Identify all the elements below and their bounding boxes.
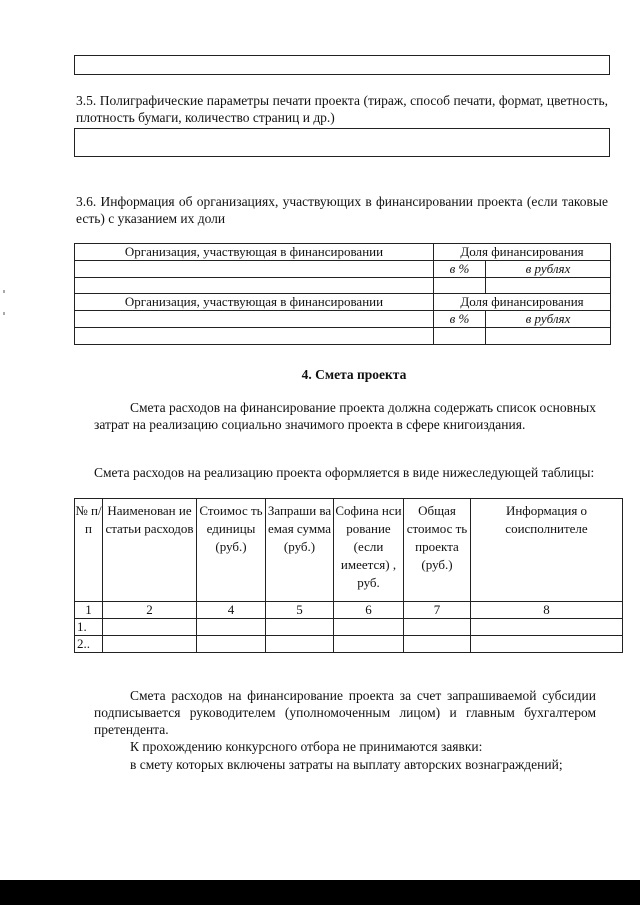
table-cell <box>103 619 197 636</box>
column-number: 1 <box>75 602 103 619</box>
row-number: 1. <box>75 619 103 636</box>
org-cell <box>75 328 434 345</box>
org-cell <box>75 261 434 278</box>
estimate-intro-paragraph: Смета расходов на финансирование проекта должна содержать список основных затрат на реализацию социально значимого проекта в сфере книгоиздания. <box>94 400 596 432</box>
org-cell <box>75 278 434 294</box>
table-cell <box>404 619 471 636</box>
scan-mark <box>3 312 5 315</box>
table-cell <box>266 619 334 636</box>
table-cell <box>266 636 334 653</box>
column-number: 7 <box>404 602 471 619</box>
rejection-item: в смету которых включены затраты на выплату авторских вознаграждений; <box>130 757 563 772</box>
header-item-name: Наименован ие статьи расходов <box>103 499 197 602</box>
header-requested-sum: Запраши ва емая сумма (руб.) <box>266 499 334 602</box>
column-number: 5 <box>266 602 334 619</box>
header-cofinancing: Софина нси рование (если имеется) , руб. <box>334 499 404 602</box>
estimate-table <box>74 498 623 653</box>
table-cell <box>404 636 471 653</box>
signature-requirement-paragraph: Смета расходов на финансирование проекта за счет запрашиваемой субсидии подписывается руководителем (уполномоченным лицом) и главным бухгалтером претендента. <box>94 688 596 737</box>
share-header: Доля финансирования <box>434 294 611 311</box>
empty-answer-box <box>74 55 610 75</box>
column-number: 8 <box>471 602 623 619</box>
rubles-header: в рублях <box>486 311 611 328</box>
section-4-title: 4. Смета проекта <box>301 367 407 382</box>
org-header: Организация, участвующая в финансировании <box>75 294 434 311</box>
section-3-6-text: 3.6. Информация об организациях, участвующих в финансировании проекта (если таковые есть) с указанием их доли <box>76 194 608 226</box>
percent-header: в % <box>434 311 486 328</box>
table-cell <box>334 636 404 653</box>
percent-header: в % <box>434 261 486 278</box>
section-3-5-text: 3.5. Полиграфические параметры печати проекта (тираж, способ печати, формат, цветность, плотность бумаги, количество страниц и др.) <box>76 93 608 125</box>
share-header: Доля финансирования <box>434 244 611 261</box>
table-cell <box>103 636 197 653</box>
header-unit-cost: Стоимос ть единицы (руб.) <box>197 499 266 602</box>
rejection-intro: К прохождению конкурсного отбора не принимаются заявки: <box>130 739 483 754</box>
table-cell <box>471 619 623 636</box>
table-cell <box>197 636 266 653</box>
header-total-cost: Общая стоимос ть проекта (руб.) <box>404 499 471 602</box>
estimate-table-intro: Смета расходов на реализацию проекта оформляется в виде нижеследующей таблицы: <box>94 465 595 480</box>
rubles-header: в рублях <box>486 261 611 278</box>
percent-cell <box>434 328 486 345</box>
scan-mark <box>3 290 5 293</box>
rubles-cell <box>486 278 611 294</box>
column-number: 2 <box>103 602 197 619</box>
table-cell <box>471 636 623 653</box>
table-cell <box>197 619 266 636</box>
header-coexecutor-info: Информация о соисполнителе <box>471 499 623 602</box>
scan-bottom-edge <box>0 880 640 905</box>
print-parameters-box <box>74 128 610 157</box>
table-cell <box>334 619 404 636</box>
org-header: Организация, участвующая в финансировании <box>75 244 434 261</box>
rubles-cell <box>486 328 611 345</box>
row-number: 2.. <box>75 636 103 653</box>
percent-cell <box>434 278 486 294</box>
column-number: 6 <box>334 602 404 619</box>
column-number: 4 <box>197 602 266 619</box>
header-number: № п/п <box>75 499 103 602</box>
financing-organizations-table <box>74 243 611 345</box>
org-cell <box>75 311 434 328</box>
